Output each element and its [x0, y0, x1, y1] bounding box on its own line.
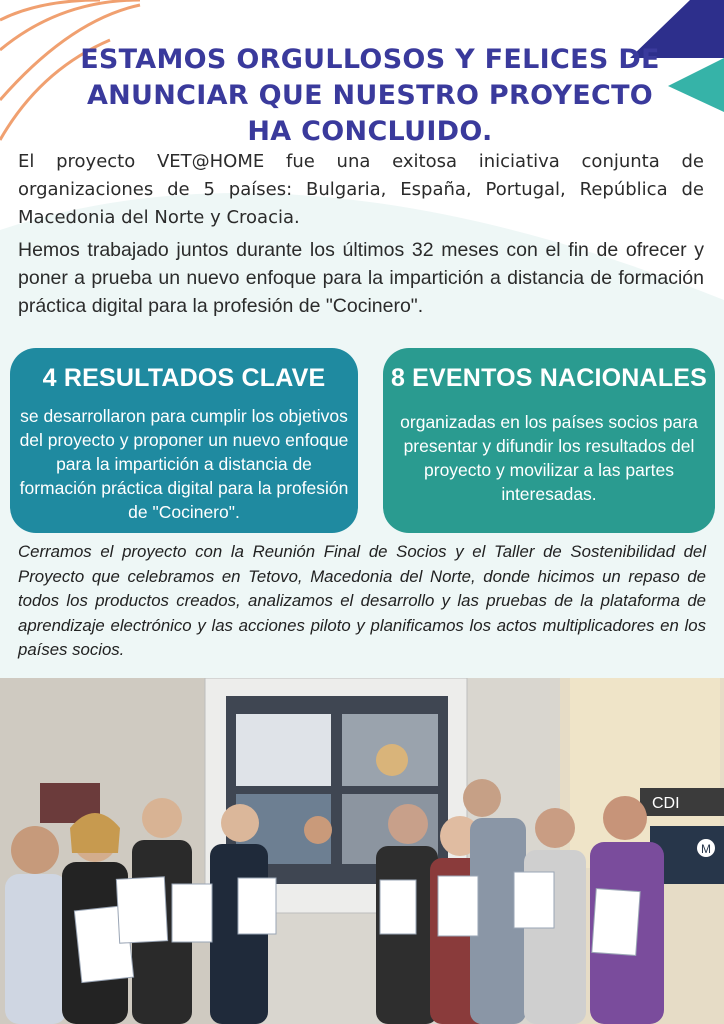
national-events-card [383, 348, 715, 533]
intro-paragraph-1: El proyecto VET@HOME fue una exitosa iniciativa conjunta de organizaciones de 5 países: Bulgaria, España, Portugal, República de Macedonia del Norte y Croacia. [18, 151, 704, 228]
monitor-badge: M [701, 842, 711, 856]
cdi-sign: CDI [652, 795, 680, 812]
key-results-heading: 4 RESULTADOS CLAVE [42, 364, 326, 392]
page-title [60, 42, 680, 150]
title-line-1: ESTAMOS ORGULLOSOS Y FELICES DE [80, 44, 660, 75]
group-photo [0, 678, 724, 1024]
title-line-3: HA CONCLUIDO. [247, 116, 493, 147]
key-results-card [10, 348, 358, 533]
closing-paragraph: Cerramos el proyecto con la Reunión Final de Socios y el Taller de Sostenibilidad del Proyecto que celebramos en Tetovo, Macedonia del Norte, donde hicimos un repaso de todos los productos creados, analizamos el desarrollo y las pruebas de la plataforma de aprendizaje electrónico y las acciones piloto y planificamos los actos multiplicadores en los países socios. [18, 542, 706, 659]
key-results-text: se desarrollaron para cumplir los objetivos del proyecto y proponer un nuevo enfoque para la impartición a distancia de formación práctica digital para la profesión de "Cocinero". [19, 406, 349, 522]
national-events-heading: 8 EVENTOS NACIONALES [390, 364, 708, 392]
intro-paragraph-2: Hemos trabajado juntos durante los últimos 32 meses con el fin de ofrecer y poner a prueba un nuevo enfoque para la impartición a distancia de formación práctica digital para la profesión de "Cocinero". [18, 239, 704, 317]
title-line-2: ANUNCIAR QUE NUESTRO PROYECTO [86, 80, 654, 111]
national-events-text: organizadas en los países socios para presentar y difundir los resultados del proyecto y movilizar a las partes interesadas. [400, 412, 698, 504]
person-1 [5, 826, 67, 1024]
